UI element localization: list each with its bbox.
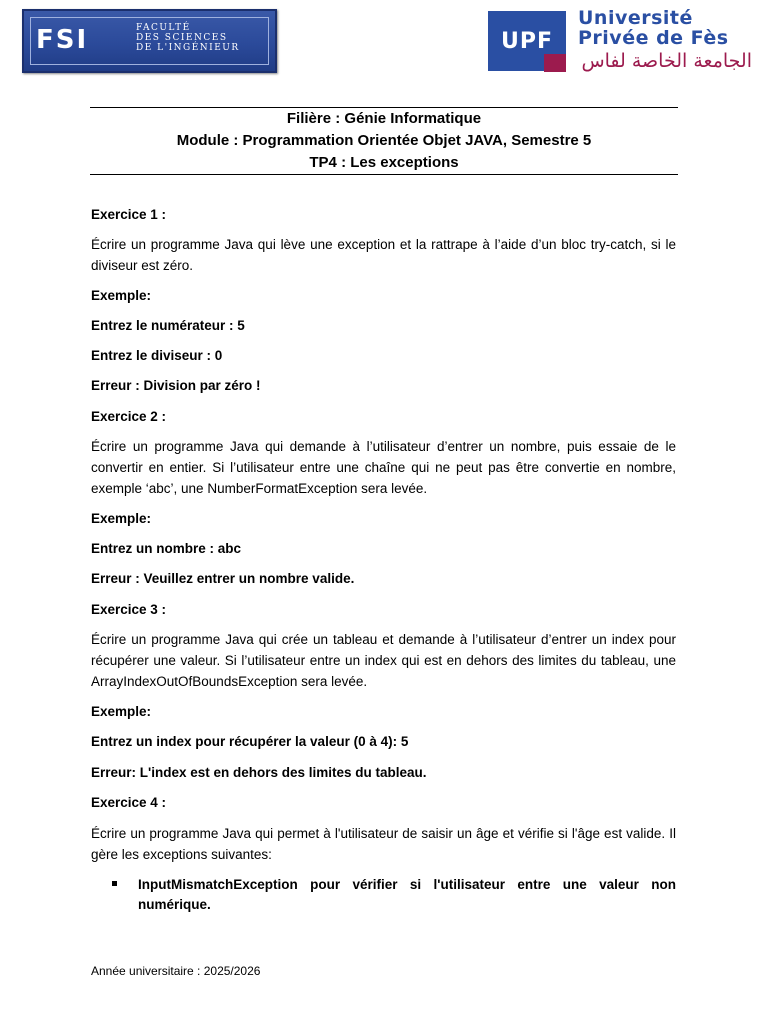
exercise-2-text: Écrire un programme Java qui demande à l’utilisateur d’entrer un nombre, puis essaie de le convertir en entier. Si l’utilisateur entre une chaîne qui ne peut pas être convertie en nombre, exemple ‘abc’, une NumberFormatException sera levée. (91, 439, 676, 496)
header-filiere: Filière : Génie Informatique (286, 110, 482, 127)
header-bottom-rule (90, 174, 678, 175)
fsi-logo-subtitle (136, 23, 276, 53)
fsi-logo-acronym: FSI (36, 25, 89, 55)
fsi-subtitle-line: DE L'INGÉNIEUR (136, 43, 240, 53)
fsi-logo (22, 9, 277, 73)
header-top-rule (90, 107, 678, 108)
exercise-3-example-line: Erreur: L'index est en dehors des limites du tableau. (91, 765, 427, 780)
exercise-3-example-line: Entrez un index pour récupérer la valeur (0 à 4): 5 (91, 734, 409, 749)
exercise-3-example-label: Exemple: (91, 704, 152, 719)
exercise-4-title: Exercice 4 : (91, 795, 167, 810)
upf-logo-box: UPF (488, 11, 566, 71)
footer-academic-year: Année universitaire : 2025/2026 (91, 964, 261, 978)
upf-name-line2: Privée de Fès (578, 27, 729, 49)
exercise-1-example-line: Entrez le numérateur : 5 (91, 318, 245, 333)
exercise-2-title: Exercice 2 : (91, 409, 167, 424)
exercise-1-example-line: Entrez le diviseur : 0 (91, 348, 223, 363)
exercise-1-example-label: Exemple: (91, 288, 152, 303)
exercise-2-example-label: Exemple: (91, 511, 152, 526)
fsi-subtitle-line: FACULTÉ (136, 23, 191, 33)
bullet-square-icon (112, 881, 117, 886)
upf-arabic-name: الجامعة الخاصة لفاس (581, 50, 752, 72)
upf-name-line1: Université (578, 7, 693, 29)
exercise-3-title: Exercice 3 : (91, 602, 167, 617)
upf-logo-name (578, 8, 729, 48)
header-module: Module : Programmation Orientée Objet JAVA, Semestre 5 (176, 132, 592, 149)
exercise-1-title: Exercice 1 : (91, 207, 167, 222)
upf-logo-accent (544, 54, 566, 72)
header-tp-title: TP4 : Les exceptions (309, 154, 459, 171)
exercise-4-bullet-text: InputMismatchException pour vérifier si l'utilisateur entre une valeur non numérique. (138, 877, 676, 912)
exercise-4-text: Écrire un programme Java qui permet à l'utilisateur de saisir un âge et vérifie si l'âge est valide. Il gère les exceptions suivantes: (91, 826, 676, 862)
exercise-2-example-line: Entrez un nombre : abc (91, 541, 242, 556)
exercise-1-example-line: Erreur : Division par zéro ! (91, 378, 261, 393)
fsi-subtitle-line: DES SCIENCES (136, 33, 228, 43)
exercise-3-text: Écrire un programme Java qui crée un tableau et demande à l’utilisateur d’entrer un index pour récupérer une valeur. Si l’utilisateur entre un index qui est en dehors des limites du tableau, une ArrayIndexOutOfBoundsException sera levée. (91, 632, 676, 689)
exercise-2-example-line: Erreur : Veuillez entrer un nombre valide. (91, 571, 355, 586)
exercise-1-text: Écrire un programme Java qui lève une exception et la rattrape à l’aide d’un bloc try-catch, si le diviseur est zéro. (91, 237, 676, 273)
